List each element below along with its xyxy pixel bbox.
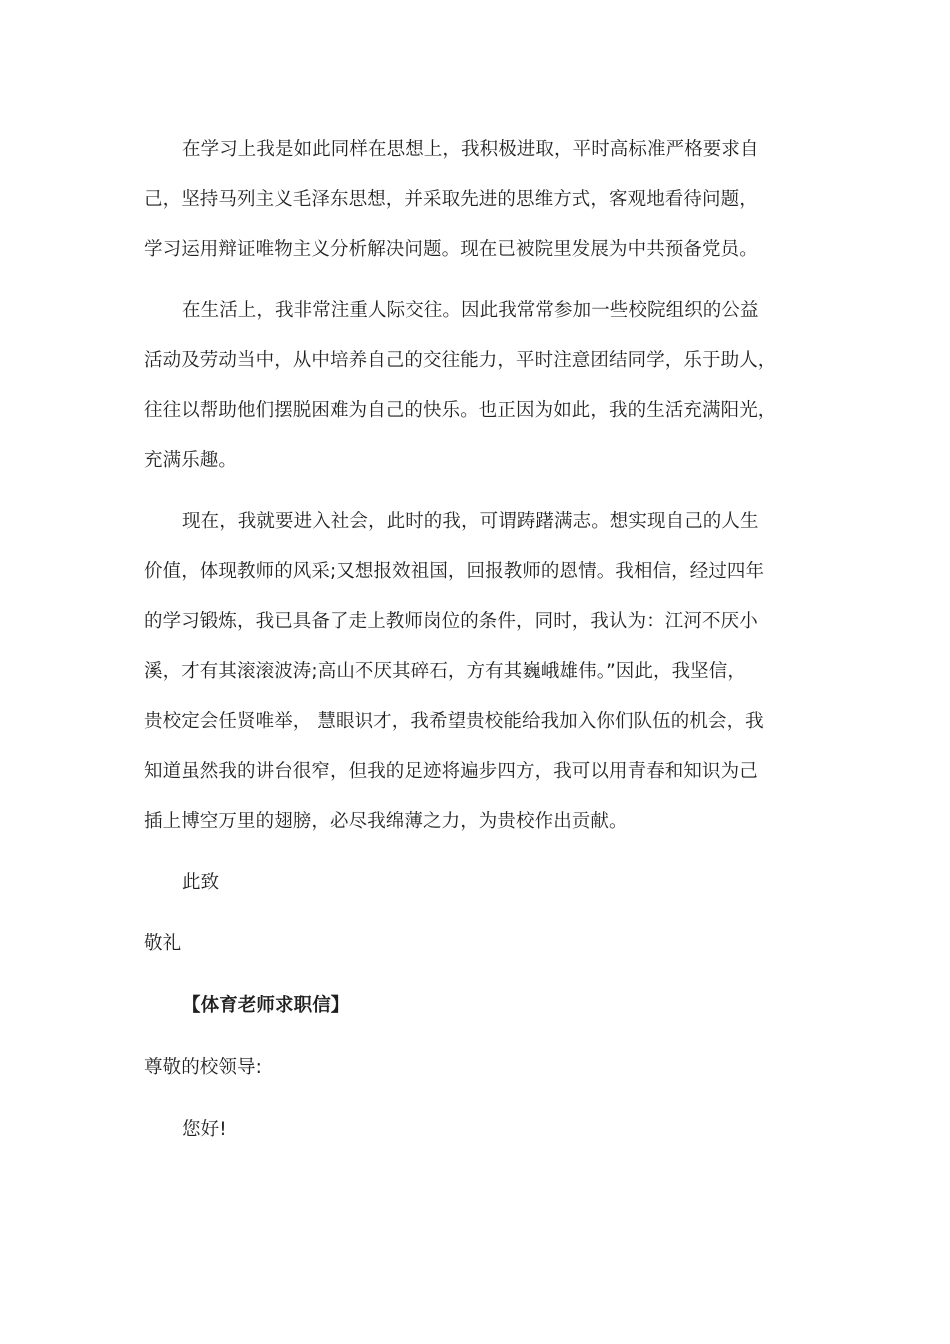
- paragraph-2-line-2: 活动及劳动当中，从中培养自己的交往能力，平时注意团结同学，乐于助人，: [144, 350, 777, 371]
- greeting: 您好!: [182, 1119, 227, 1140]
- paragraph-3-line-1: 现在，我就要进入社会，此时的我，可谓踌躇满志。想实现自己的人生: [182, 511, 759, 532]
- section-title: 【体育老师求职信】: [182, 995, 350, 1016]
- paragraph-2-line-3: 往往以帮助他们摆脱困难为自己的快乐。也正因为如此，我的生活充满阳光，: [144, 400, 777, 421]
- paragraph-1-line-2: 己，坚持马列主义毛泽东思想，并采取先进的思维方式，客观地看待问题，: [144, 189, 758, 210]
- closing-cizhi: 此致: [182, 872, 220, 893]
- paragraph-1-line-1: 在学习上我是如此同样在思想上，我积极进取，平时高标准严格要求自: [182, 139, 759, 160]
- paragraph-3-line-6: 知道虽然我的讲台很窄，但我的足迹将遍步四方，我可以用青春和知识为己: [144, 761, 758, 782]
- paragraph-1-line-3: 学习运用辩证唯物主义分析解决问题。现在已被院里发展为中共预备党员。: [144, 239, 758, 260]
- salutation: 尊敬的校领导:: [144, 1057, 262, 1078]
- paragraph-3-line-4: 溪，才有其滚滚波涛;高山不厌其碎石，方有其巍峨雄伟。”因此，我坚信，: [144, 661, 746, 682]
- paragraph-3-line-3: 的学习锻炼，我已具备了走上教师岗位的条件，同时，我认为：江河不厌小: [144, 611, 758, 632]
- paragraph-2-line-1: 在生活上，我非常注重人际交往。因此我常常参加一些校院组织的公益: [182, 300, 759, 321]
- closing-jingli: 敬礼: [144, 933, 182, 954]
- paragraph-3-line-5: 贵校定会任贤唯举， 慧眼识才，我希望贵校能给我加入你们队伍的机会，我: [144, 711, 764, 732]
- paragraph-2-line-4: 充满乐趣。: [144, 450, 238, 471]
- paragraph-3-line-2: 价值，体现教师的风采;又想报效祖国，回报教师的恩情。我相信，经过四年: [144, 561, 765, 582]
- paragraph-3-line-7: 插上博空万里的翅膀，必尽我绵薄之力，为贵校作出贡献。: [144, 811, 628, 832]
